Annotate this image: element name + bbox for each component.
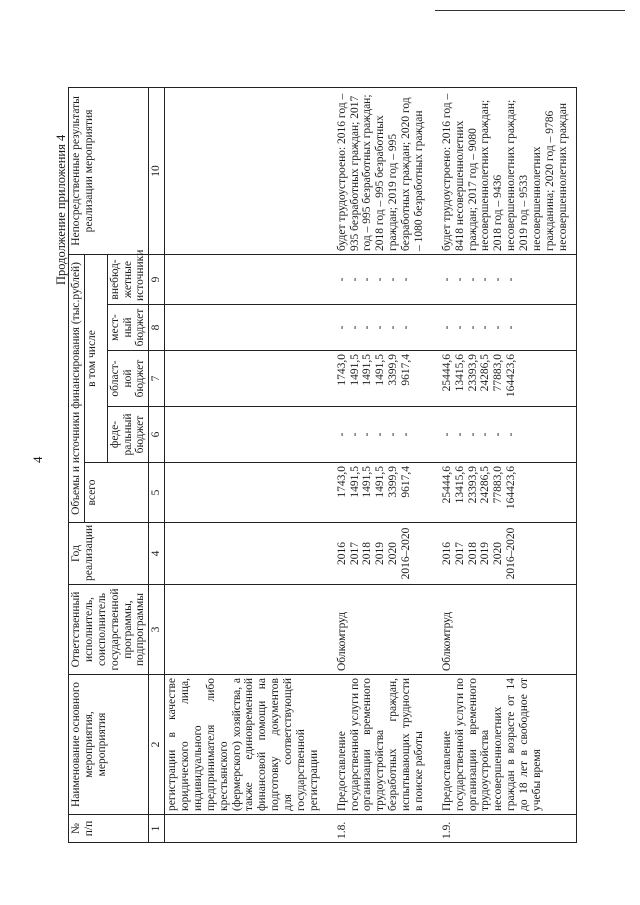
- federal-cell: [440, 407, 576, 463]
- header-executor: Ответственный исполнитель, соисполнитель государственной программы, подпрограммы: [69, 585, 149, 675]
- extra-value: -: [361, 277, 374, 282]
- federal-value: -: [440, 432, 453, 437]
- federal-cell: [335, 407, 440, 463]
- extra-value: -: [466, 277, 479, 282]
- total-value: 3399,9: [387, 466, 400, 498]
- local-value: -: [440, 325, 453, 330]
- regional-value: 9617,4: [400, 354, 412, 386]
- total-value: 9617,4: [400, 466, 412, 498]
- header-including: в том числе: [84, 254, 107, 462]
- header-total: всего: [84, 463, 148, 523]
- year: 2020: [387, 542, 400, 565]
- years-cell: [335, 523, 440, 585]
- header-funding: Объемы и источники финансирования (тыс.рублей): [69, 254, 85, 522]
- regional-value: 1491,5: [361, 354, 374, 386]
- col-number: 10: [149, 87, 165, 254]
- header-federal: феде-ральный бюджет: [107, 407, 149, 463]
- measure-name: Предоставление государственной услуги по организации временного трудоустройства безработных граждан, испытывающих трудности в поиске работы: [335, 675, 440, 815]
- header-extra: внебюд-жетные источники: [107, 254, 149, 304]
- header-regional: област-ной бюджет: [107, 351, 149, 407]
- header-local: мест-ный бюджет: [107, 305, 149, 351]
- table-row: [335, 87, 440, 842]
- header-num: № п/п: [69, 815, 149, 843]
- local-value: -: [361, 325, 374, 330]
- total-value: 1491,5: [348, 466, 361, 498]
- col-number: 9: [149, 254, 165, 304]
- year: 2017: [348, 542, 361, 565]
- local-value: -: [466, 325, 479, 330]
- total-cell: [440, 463, 576, 523]
- extra-value: -: [479, 277, 492, 282]
- total-value: 25444,6: [440, 466, 453, 504]
- executor: Облкомтруд: [335, 585, 440, 675]
- total-value: 23393,9: [466, 466, 479, 504]
- local-value: -: [453, 325, 466, 330]
- table-row-continuation: [165, 87, 335, 842]
- local-value: -: [505, 325, 518, 330]
- program-table: [68, 87, 577, 843]
- total-value: 77883,0: [492, 466, 505, 504]
- years-cell: [440, 523, 576, 585]
- year: 2020: [492, 542, 505, 565]
- total-value: 24286,5: [479, 466, 492, 504]
- extra-value: -: [492, 277, 505, 282]
- year: 2017: [453, 542, 466, 565]
- col-number: 2: [149, 675, 165, 815]
- year: 2016–2020: [400, 527, 412, 580]
- federal-value: -: [505, 432, 518, 437]
- year: 2018: [361, 542, 374, 565]
- col-number: 6: [149, 407, 165, 463]
- year: 2018: [466, 542, 479, 565]
- col-number: 3: [149, 585, 165, 675]
- total-value: 13415,6: [453, 466, 466, 504]
- result-text: будет трудоустроено: 2016 год – 935 безработных граждан; 2017 год – 995 безработных граждан; 2018 год – 995 безработных граждан; 2019 год – 995 безработных граждан; 2020 год – 1080 безработных граждан: [335, 87, 440, 254]
- extra-value: -: [374, 277, 387, 282]
- year: 2019: [479, 542, 492, 565]
- regional-value: 24286,5: [479, 354, 492, 392]
- federal-value: -: [348, 432, 361, 437]
- local-value: -: [348, 325, 361, 330]
- col-number: 8: [149, 305, 165, 351]
- local-cell: [440, 305, 576, 351]
- total-value: 164423,6: [505, 466, 518, 510]
- page-number: 4: [30, 456, 45, 463]
- executor: Облкомтруд: [440, 585, 576, 675]
- extra-cell: [335, 254, 440, 304]
- row-number: 1.9.: [440, 815, 576, 843]
- total-value: 1491,5: [361, 466, 374, 498]
- header-result: Непосредственные результаты реализации мероприятия: [69, 87, 149, 254]
- extra-cell: [440, 254, 576, 304]
- header-year: Год реализации: [69, 523, 149, 585]
- local-value: -: [479, 325, 492, 330]
- total-value: 1743,0: [335, 466, 348, 498]
- extra-value: -: [387, 277, 400, 282]
- regional-cell: [440, 351, 576, 407]
- local-value: -: [400, 325, 412, 330]
- extra-value: -: [440, 277, 453, 282]
- column-number-row: [149, 87, 165, 842]
- total-value: 1491,5: [374, 466, 387, 498]
- federal-value: -: [453, 432, 466, 437]
- regional-cell: [335, 351, 440, 407]
- result-text: будет трудоустроено: 2016 год – 8418 несовершеннолетних граждан; 2017 год – 9080 несовершеннолетних граждан; 2018 год – 9436 несовершеннолетних граждан; 2019 год – 9533 несовершеннолетних гражданина; 2020 год – 9786 несовершеннолетних граждан: [440, 87, 576, 254]
- extra-value: -: [348, 277, 361, 282]
- regional-value: 164423,6: [505, 354, 518, 398]
- local-value: -: [492, 325, 505, 330]
- federal-value: -: [466, 432, 479, 437]
- federal-value: -: [400, 432, 412, 437]
- year: 2016: [440, 542, 453, 565]
- header-name: Наименование основного мероприятия, мероприятия: [69, 675, 149, 815]
- local-value: -: [335, 325, 348, 330]
- year: 2016–2020: [505, 527, 518, 580]
- regional-value: 1491,5: [348, 354, 361, 386]
- col-number: 4: [149, 523, 165, 585]
- continuation-text: регистрации в качестве юридического лица, индивидуального предпринимателя либо крестьянского (фермерского) хозяйства, а также единовременной финансовой помощи на подготовку документов для соответствующей государственной регистрации: [165, 675, 335, 815]
- federal-value: -: [335, 432, 348, 437]
- measure-name: Предоставление государственной услуги по организации временного трудоустройства несовершеннолетних граждан в возрасте от 14 до 18 лет в свободное от учебы время: [440, 675, 576, 815]
- year: 2016: [335, 542, 348, 565]
- row-number: 1.8.: [335, 815, 440, 843]
- col-number: 5: [149, 463, 165, 523]
- regional-value: 1491,5: [374, 354, 387, 386]
- local-cell: [335, 305, 440, 351]
- regional-value: 77883,0: [492, 354, 505, 392]
- local-value: -: [387, 325, 400, 330]
- federal-value: -: [479, 432, 492, 437]
- year: 2019: [374, 542, 387, 565]
- extra-value: -: [335, 277, 348, 282]
- regional-value: 13415,6: [453, 354, 466, 392]
- col-number: 1: [149, 815, 165, 843]
- regional-value: 23393,9: [466, 354, 479, 392]
- regional-value: 1743,0: [335, 354, 348, 386]
- federal-value: -: [374, 432, 387, 437]
- extra-value: -: [400, 277, 412, 282]
- appendix-title: Продолжение приложения 4: [54, 134, 68, 285]
- federal-value: -: [492, 432, 505, 437]
- regional-value: 25444,6: [440, 354, 453, 392]
- extra-value: -: [505, 277, 518, 282]
- table-row: [440, 87, 576, 842]
- col-number: 7: [149, 351, 165, 407]
- federal-value: -: [361, 432, 374, 437]
- extra-value: -: [453, 277, 466, 282]
- regional-value: 3399,9: [387, 354, 400, 386]
- total-cell: [335, 463, 440, 523]
- federal-value: -: [387, 432, 400, 437]
- local-value: -: [374, 325, 387, 330]
